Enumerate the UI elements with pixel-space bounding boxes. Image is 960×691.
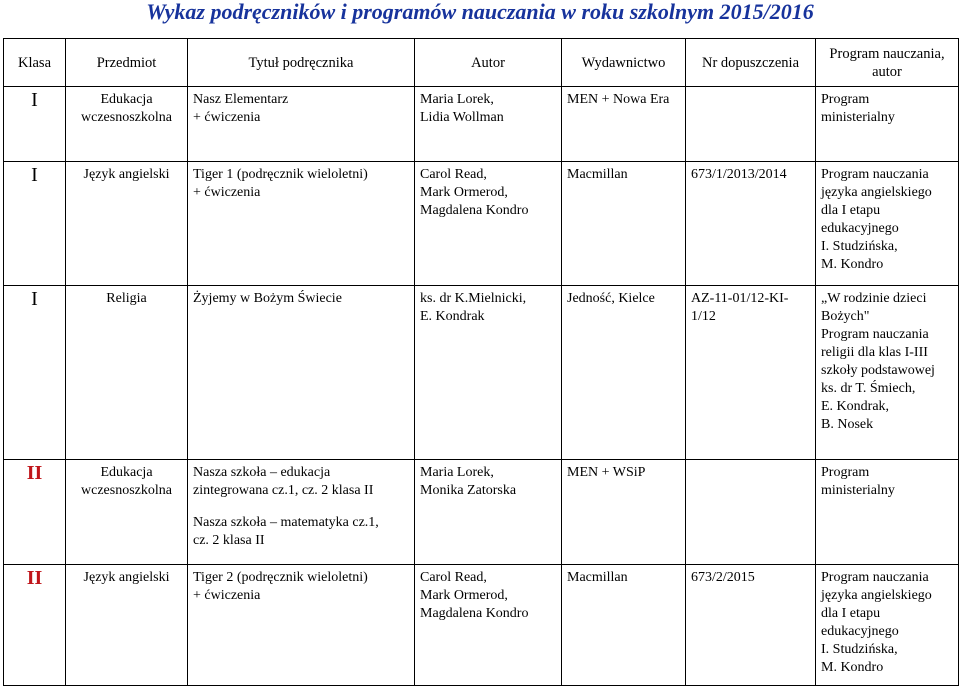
klasa-cell: I bbox=[4, 87, 66, 162]
table-row bbox=[4, 87, 959, 162]
header-cell: Przedmiot bbox=[66, 39, 188, 87]
klasa-cell: I bbox=[4, 162, 66, 286]
przedmiot-cell: Język angielski bbox=[66, 565, 188, 686]
nr-cell: 673/1/2013/2014 bbox=[686, 162, 816, 286]
table-row bbox=[4, 286, 959, 460]
header-cell: Nr dopuszczenia bbox=[686, 39, 816, 87]
page-title: Wykaz podręczników i programów nauczania w roku szkolnym 2015/2016 bbox=[146, 0, 814, 24]
wydawnictwo-cell: MEN + Nowa Era bbox=[562, 87, 686, 162]
tytul-cell: Tiger 2 (podręcznik wieloletni) + ćwiczenia bbox=[188, 565, 415, 686]
autor-cell: ks. dr K.Mielnicki, E. Kondrak bbox=[415, 286, 562, 460]
nr-cell bbox=[686, 460, 816, 565]
wydawnictwo-cell: Macmillan bbox=[562, 565, 686, 686]
table-row bbox=[4, 460, 959, 565]
program-cell: „W rodzinie dzieci Bożych" Program nauczania religii dla klas I-III szkoły podstawowej ks. dr T. Śmiech, E. Kondrak, B. Nosek bbox=[816, 286, 959, 460]
autor-cell: Carol Read, Mark Ormerod, Magdalena Kondro bbox=[415, 565, 562, 686]
header-cell: Tytuł podręcznika bbox=[188, 39, 415, 87]
table-row bbox=[4, 565, 959, 686]
nr-cell: 673/2/2015 bbox=[686, 565, 816, 686]
klasa-cell: II bbox=[4, 565, 66, 686]
klasa-cell: II bbox=[4, 460, 66, 565]
wydawnictwo-cell: MEN + WSiP bbox=[562, 460, 686, 565]
tytul-cell: Tiger 1 (podręcznik wieloletni) + ćwiczenia bbox=[188, 162, 415, 286]
przedmiot-cell: Religia bbox=[66, 286, 188, 460]
program-cell: Program ministerialny bbox=[816, 87, 959, 162]
textbook-table bbox=[3, 38, 959, 686]
wydawnictwo-cell: Jedność, Kielce bbox=[562, 286, 686, 460]
przedmiot-cell: Język angielski bbox=[66, 162, 188, 286]
header-cell: Wydawnictwo bbox=[562, 39, 686, 87]
program-cell: Program nauczania języka angielskiego dla I etapu edukacyjnego I. Studzińska, M. Kondro bbox=[816, 565, 959, 686]
tytul-cell: Żyjemy w Bożym Świecie bbox=[188, 286, 415, 460]
program-cell: Program ministerialny bbox=[816, 460, 959, 565]
wydawnictwo-cell: Macmillan bbox=[562, 162, 686, 286]
autor-cell: Carol Read, Mark Ormerod, Magdalena Kondro bbox=[415, 162, 562, 286]
tytul-cell: Nasza szkoła – edukacja zintegrowana cz.1, cz. 2 klasa II Nasza szkoła – matematyka cz.1, cz. 2 klasa II bbox=[188, 460, 415, 565]
autor-cell: Maria Lorek, Monika Zatorska bbox=[415, 460, 562, 565]
header-cell: Klasa bbox=[4, 39, 66, 87]
klasa-cell: I bbox=[4, 286, 66, 460]
program-cell: Program nauczania języka angielskiego dla I etapu edukacyjnego I. Studzińska, M. Kondro bbox=[816, 162, 959, 286]
header-cell: Program nauczania, autor bbox=[816, 39, 959, 87]
nr-cell: AZ-11-01/12-KI- 1/12 bbox=[686, 286, 816, 460]
przedmiot-cell: Edukacja wczesnoszkolna bbox=[66, 87, 188, 162]
przedmiot-cell: Edukacja wczesnoszkolna bbox=[66, 460, 188, 565]
table-row bbox=[4, 162, 959, 286]
nr-cell bbox=[686, 87, 816, 162]
tytul-cell: Nasz Elementarz + ćwiczenia bbox=[188, 87, 415, 162]
table-header-row bbox=[4, 39, 959, 87]
header-cell: Autor bbox=[415, 39, 562, 87]
autor-cell: Maria Lorek, Lidia Wollman bbox=[415, 87, 562, 162]
